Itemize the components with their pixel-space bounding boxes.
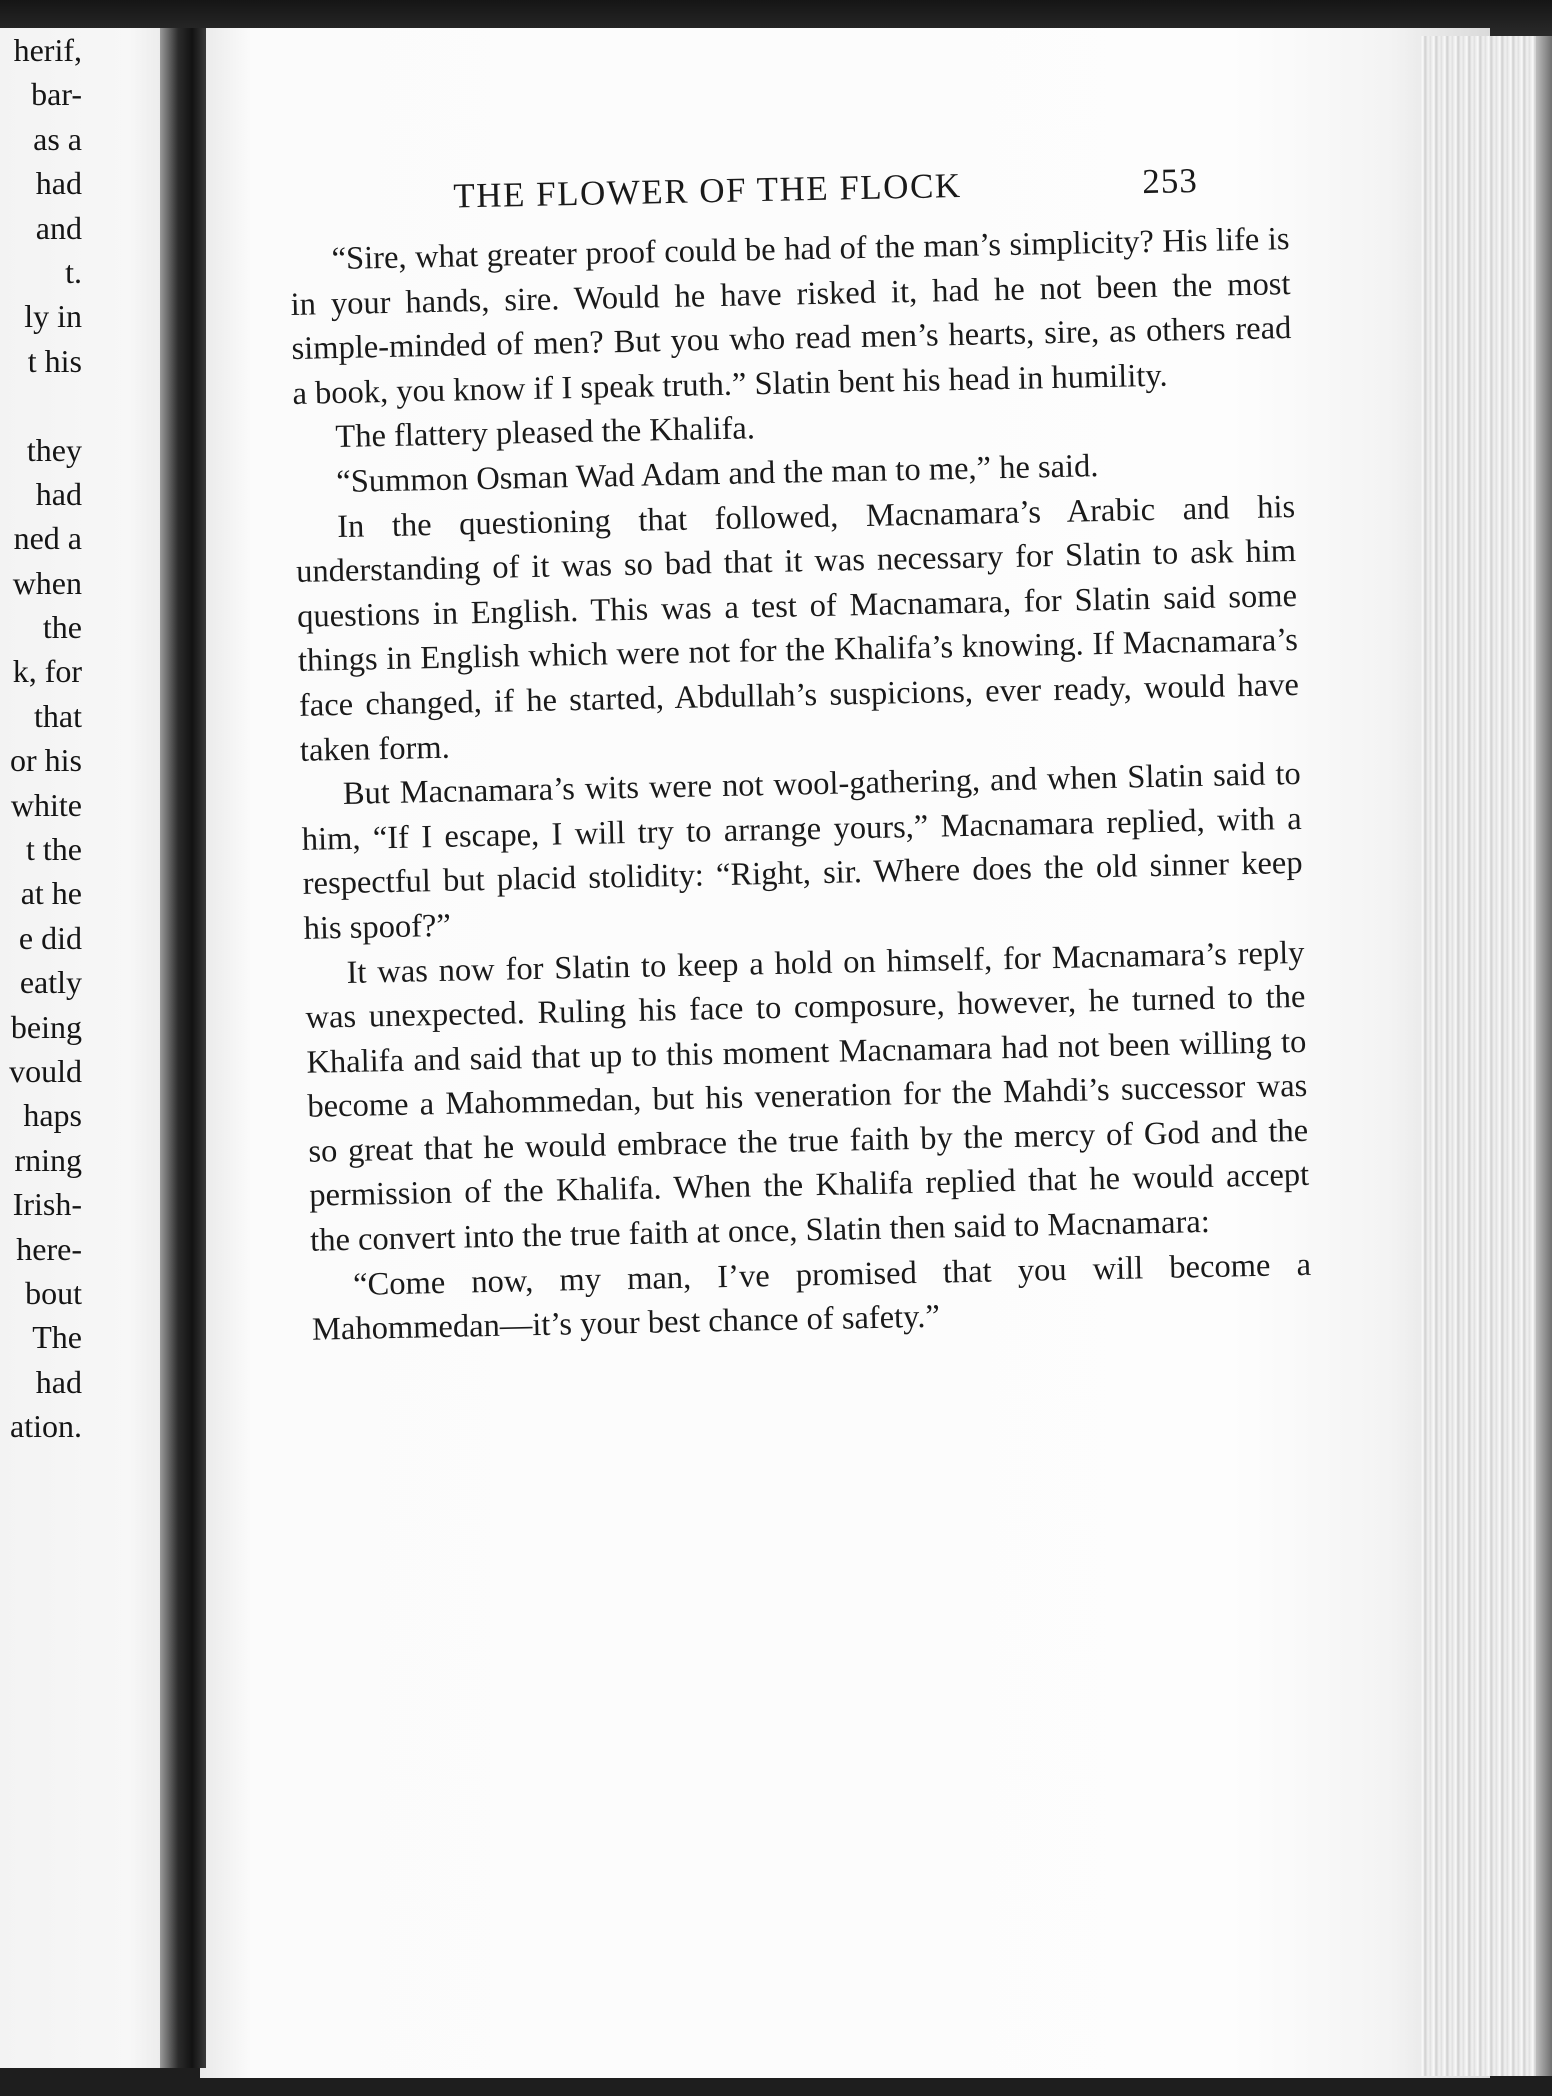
- running-head-title: THE FLOWER OF THE FLOCK: [452, 165, 962, 216]
- left-page-line: at he: [20, 875, 82, 912]
- left-page-line: being: [10, 1008, 82, 1045]
- left-page-line: bar-: [31, 76, 82, 113]
- left-page-line: they: [26, 431, 82, 468]
- left-page-line: t the: [26, 831, 82, 868]
- left-page-line: the: [42, 609, 82, 646]
- left-page-line: haps: [23, 1097, 82, 1134]
- paragraph: The flattery pleased the Khalifa.: [335, 410, 756, 456]
- page-edges: [1420, 36, 1552, 2076]
- paragraph: “Summon Osman Wad Adam and the man to me,” he said.: [335, 448, 1099, 501]
- paragraph: In the questioning that followed, Macnamara’s Arabic and his understanding of it was so bad that it was necessary for Slatin to ask him questions in English. This was a test of Macnamara, for Slatin said some things in English which were not for the Khalifa’s knowing. If Macnamara’s face changed, if he started, Abdullah’s suspicions, ever ready, would have taken form.: [295, 488, 1300, 769]
- book-gutter: [160, 28, 206, 2068]
- left-page-line: vould: [9, 1052, 82, 1089]
- left-page-line: k, for: [12, 653, 82, 690]
- left-page-line: that: [34, 697, 82, 734]
- left-page-line: Irish-: [12, 1186, 82, 1223]
- left-page-line: ation.: [10, 1408, 82, 1445]
- left-page-line: The: [32, 1319, 82, 1356]
- left-page: [0, 28, 186, 2068]
- paragraph: But Macnamara’s wits were not wool-gathering, and when Slatin said to him, “If I escape, I will try to arrange yours,” Macnamara replied, with a respectful but placid stolidity: “Right, sir. Where does the old sinner keep his spoof?”: [301, 756, 1303, 947]
- left-page-line: white: [10, 786, 82, 823]
- left-page-line: herif,: [13, 32, 82, 68]
- left-page-line: as a: [33, 120, 82, 157]
- left-page-line: t.: [65, 253, 82, 290]
- left-page-line: ned a: [13, 520, 82, 557]
- left-page-line: bout: [25, 1274, 82, 1311]
- paragraph: “Sire, what greater proof could be had of the man’s simplicity? His life is in your hands, sire. Would he have risked it, had he not been the most simple-minded of men? But you who read men’s hearts, sire, as others read a book, you know if I speak truth.” Slatin bent his head in humility.: [290, 221, 1292, 412]
- left-page-line: rning: [14, 1141, 82, 1178]
- left-page-line: [0, 383, 82, 427]
- page-text-block: [288, 159, 1312, 1353]
- page-number: 253: [1141, 160, 1199, 202]
- left-page-line: e did: [18, 919, 82, 956]
- left-page-line: when: [12, 564, 82, 601]
- paragraph: It was now for Slatin to keep a hold on himself, for Macnamara’s reply was unexpected. Ruling his face to composure, however, he turned to the Khalifa and said that up to this moment Macnamara had not been willing to become a Mahommedan, but his veneration for the Mahdi’s successor was so great that he would embrace the true faith by the mercy of God and the permission of the Khalifa. When the Khalifa replied that he would accept the convert into the true faith at once, Slatin then said to Macnamara:: [305, 934, 1310, 1259]
- left-page-line: and: [35, 209, 82, 246]
- left-page-line: had: [35, 475, 82, 512]
- left-page-text-fragments: [0, 28, 82, 1449]
- left-page-line: eatly: [19, 964, 82, 1001]
- left-page-line: had: [35, 1363, 82, 1400]
- left-page-line: here-: [16, 1230, 82, 1267]
- left-page-line: or his: [10, 742, 82, 779]
- left-page-line: t his: [27, 342, 82, 379]
- left-page-line: had: [35, 165, 82, 202]
- paragraph: “Come now, my man, I’ve promised that you will become a Mahommedan—it’s your best chance of safety.”: [311, 1246, 1312, 1348]
- left-page-line: ly in: [24, 298, 82, 335]
